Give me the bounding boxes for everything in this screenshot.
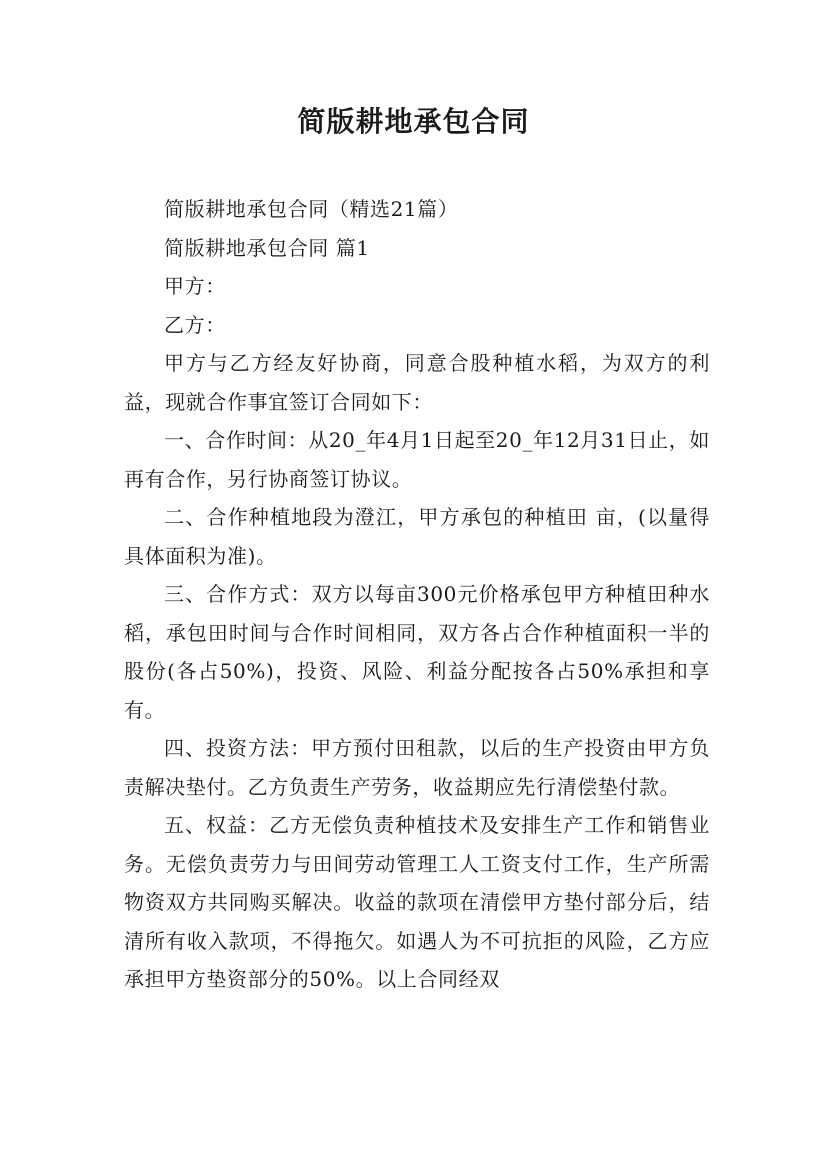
paragraph-clause-3: 三、合作方式：双方以每亩300元价格承包甲方种植田种水稻，承包田时间与合作时间相同，双方各占合作种植面积一半的股份(各占50%)，投资、风险、利益分配按各占50%承担和享有。 [124, 582, 710, 722]
paragraph-party-a: 甲方： [164, 274, 226, 298]
paragraph-subtitle: 简版耕地承包合同（精选21篇） [164, 197, 459, 221]
paragraph-clause-1: 一、合作时间：从20_年4月1日起至20_年12月31日止，如再有合作，另行协商签订协议。 [124, 428, 710, 491]
document-body [124, 190, 710, 999]
paragraph-clause-2: 二、合作种植地段为澄江，甲方承包的种植田 亩，(以量得具体面积为准)。 [124, 505, 710, 568]
paragraph-party-b: 乙方： [164, 312, 226, 337]
paragraph-clause-4: 四、投资方法：甲方预付田租款，以后的生产投资由甲方负责解决垫付。乙方负责生产劳务，收益期应先行清偿垫付款。 [124, 736, 710, 799]
document-title: 简版耕地承包合同 [297, 105, 530, 138]
paragraph-intro: 甲方与乙方经友好协商，同意合股种植水稻，为双方的利益，现就合作事宜签订合同如下： [124, 351, 710, 414]
paragraph-section-heading: 简版耕地承包合同 篇1 [164, 235, 370, 260]
paragraph-clause-5: 五、权益：乙方无偿负责种植技术及安排生产工作和销售业务。无偿负责劳力与田间劳动管理工人工资支付工作，生产所需物资双方共同购买解决。收益的款项在清偿甲方垫付部分后，结清所有收入款项，不得拖欠。如遇人为不可抗拒的风险，乙方应承担甲方垫资部分的50%。以上合同经双 [124, 813, 710, 991]
